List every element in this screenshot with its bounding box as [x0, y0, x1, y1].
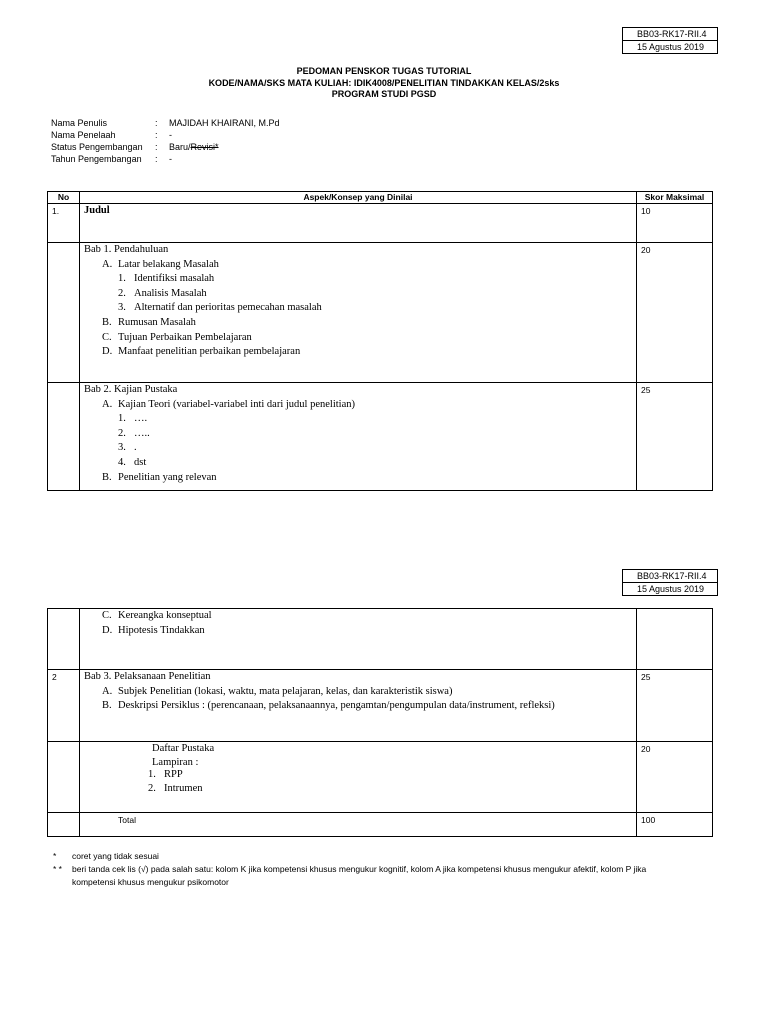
header-title: PEDOMAN PENSKOR TUGAS TUTORIAL [296, 66, 472, 76]
meta-label: Nama Penelaah [51, 130, 116, 140]
footnote-1 [53, 850, 733, 863]
list-item: B. Rumusan Masalah [102, 316, 196, 328]
meta-value: MAJIDAH KHAIRANI, M.Pd [169, 118, 280, 128]
footnote-text: coret yang tidak sesuai [72, 851, 159, 861]
header-aspek: Aspek/Konsep yang Dinilai [80, 192, 637, 204]
doc-date: 15 Agustus 2019 [623, 40, 717, 53]
table-row-total [48, 813, 713, 837]
meta-row-penulis [51, 117, 451, 129]
row-subtitle: Lampiran : [152, 756, 199, 768]
total-label: Total [80, 813, 637, 837]
row-score [637, 609, 713, 670]
row-number: 1. [48, 204, 80, 243]
list-item: D. Hipotesis Tindakkan [102, 624, 205, 636]
table-row [48, 204, 713, 243]
footnote-text-continued: kompetensi khusus mengukur psikomotor [72, 877, 229, 887]
row-number [48, 243, 80, 383]
row-number [48, 813, 80, 837]
header-program: PROGRAM STUDI PGSD [331, 89, 437, 99]
meta-colon: : [155, 130, 158, 140]
meta-colon: : [155, 154, 158, 164]
doc-code: BB03-RK17-RII.4 [637, 29, 707, 39]
table-row [48, 609, 713, 670]
aspek-cell [80, 204, 637, 243]
scoring-table-page2 [47, 608, 713, 837]
document-header [0, 66, 768, 101]
list-item: 4. dst [118, 456, 147, 468]
list-item: A. Kajian Teori (variabel-variabel inti dari judul penelitian) [102, 398, 355, 410]
header-course: KODE/NAMA/SKS MATA KULIAH: IDIK4008/PENELITIAN TINDAKKAN KELAS/2sks [208, 77, 560, 88]
row-number [48, 742, 80, 813]
footnote-text: beri tanda cek lis (√) pada salah satu: kolom K jika kompetensi khusus mengukur kognitif, kolom A jika kompetensi khusus mengukur afektif, kolom P jika [72, 864, 647, 874]
list-item: 1. …. [118, 413, 148, 425]
list-item: B. Deskripsi Persiklus : (perencanaan, pelaksanaannya, pengamtan/pengumpulan data/instrument, refleksi) [102, 700, 555, 712]
row-score: 20 [637, 243, 713, 383]
row-number [48, 383, 80, 491]
header-skor: Skor Maksimal [637, 192, 713, 204]
row-title: Bab 1. Pendahuluan [84, 244, 169, 255]
table-row [48, 670, 713, 742]
status-revisi-struck: Revisi* [190, 142, 219, 152]
meta-label: Status Pengembangan [51, 142, 143, 152]
list-item: 1. RPP [148, 768, 183, 780]
meta-value: - [169, 154, 172, 164]
list-item: 2. Intrumen [148, 783, 203, 795]
list-item: A. Subjek Penelitian (lokasi, waktu, mata pelajaran, kelas, dan karakteristik siswa) [102, 685, 453, 697]
list-item: 2. ….. [118, 427, 150, 439]
meta-label: Tahun Pengembangan [51, 154, 142, 164]
footnote-mark: * * [53, 864, 62, 874]
row-score: 25 [637, 670, 713, 742]
row-title: Bab 3. Pelaksanaan Penelitian [84, 671, 211, 682]
meta-label: Nama Penulis [51, 118, 108, 128]
table-header-row [48, 192, 713, 204]
aspek-cell [80, 742, 637, 813]
meta-row-penelaah [51, 129, 451, 141]
table-row [48, 742, 713, 813]
list-item: C. Tujuan Perbaikan Pembelajaran [102, 331, 252, 343]
meta-row-status [51, 141, 451, 153]
doc-date: 15 Agustus 2019 [623, 582, 717, 595]
list-item: B. Penelitian yang relevan [102, 471, 217, 483]
list-item: 2. Analisis Masalah [118, 287, 207, 299]
list-item: C. Kereangka konseptual [102, 610, 212, 621]
row-title: Judul [84, 205, 110, 216]
row-score: 20 [637, 742, 713, 813]
doc-code-box [622, 27, 718, 54]
aspek-cell [80, 670, 637, 742]
row-title: Bab 2. Kajian Pustaka [84, 384, 178, 395]
status-baru: Baru/ [169, 142, 191, 152]
meta-info [51, 117, 451, 165]
list-item: D. Manfaat penelitian perbaikan pembelajaran [102, 346, 301, 358]
scoring-table-page1 [47, 191, 713, 491]
footnote-2 [53, 863, 743, 889]
meta-colon: : [155, 142, 158, 152]
row-number [48, 609, 80, 670]
row-score: 10 [637, 204, 713, 243]
header-no: No [48, 192, 80, 204]
row-title: Daftar Pustaka [152, 743, 215, 754]
meta-value [169, 141, 219, 153]
aspek-cell [80, 609, 637, 670]
doc-code-box-page2 [622, 569, 718, 596]
aspek-cell [80, 243, 637, 383]
doc-code: BB03-RK17-RII.4 [637, 571, 707, 581]
list-item: 3. Alternatif dan perioritas pemecahan masalah [118, 302, 322, 314]
list-item: 1. Identifiksi masalah [118, 273, 215, 285]
table-row [48, 383, 713, 491]
list-item: A. Latar belakang Masalah [102, 258, 219, 270]
meta-colon: : [155, 118, 158, 128]
table-row [48, 243, 713, 383]
meta-row-tahun [51, 153, 451, 165]
row-number: 2 [48, 670, 80, 742]
footnote-mark: * [53, 851, 57, 861]
list-item: 3. . [118, 442, 137, 454]
row-score: 25 [637, 383, 713, 491]
total-score: 100 [637, 813, 713, 837]
aspek-cell [80, 383, 637, 491]
meta-value: - [169, 130, 172, 140]
